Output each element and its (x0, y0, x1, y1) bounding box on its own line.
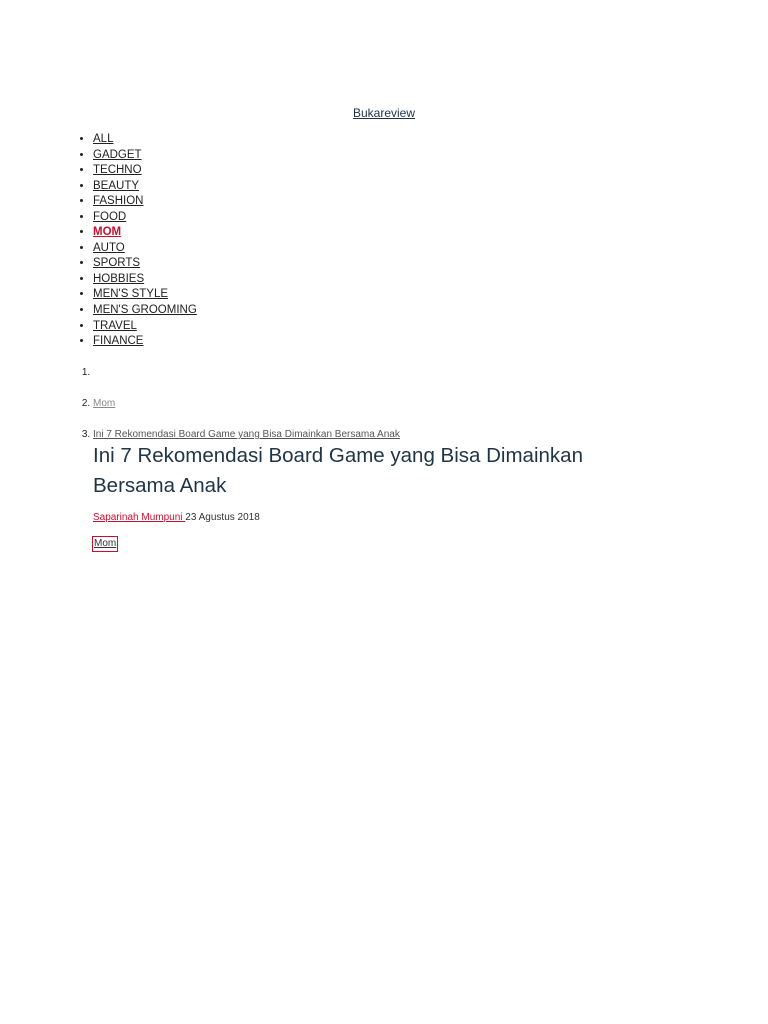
nav-link-sports[interactable]: SPORTS (93, 257, 141, 270)
nav-item-beauty (93, 179, 197, 195)
category-tag-link[interactable]: Mom (94, 538, 117, 549)
nav-link-food[interactable]: FOOD (93, 210, 127, 223)
nav-link-all[interactable]: ALL (93, 133, 114, 145)
nav-link-mens-style[interactable]: MEN'S STYLE (93, 288, 169, 301)
site-header (0, 105, 768, 121)
article-meta (93, 511, 260, 525)
category-tag (92, 536, 118, 552)
nav-item-hobbies (93, 272, 197, 288)
nav-item-mens-grooming (93, 303, 197, 319)
breadcrumb-item-home (93, 366, 400, 397)
nav-item-mom (93, 225, 197, 241)
nav-link-fashion[interactable]: FASHION (93, 195, 144, 208)
nav-item-techno (93, 163, 197, 179)
breadcrumb-item-category (93, 397, 400, 428)
breadcrumb-link-category[interactable]: Mom (93, 398, 116, 409)
nav-item-auto (93, 241, 197, 257)
nav-link-travel[interactable]: TRAVEL (93, 319, 137, 332)
nav-link-auto[interactable]: AUTO (93, 241, 125, 254)
nav-item-food (93, 210, 197, 226)
nav-item-fashion (93, 194, 197, 210)
nav-item-all (93, 132, 197, 148)
nav-link-gadget[interactable]: GADGET (93, 148, 142, 161)
nav-item-travel (93, 319, 197, 335)
article-date: 23 Agustus 2018 (185, 512, 260, 523)
nav-item-mens-style (93, 287, 197, 303)
breadcrumb-link-current[interactable]: Ini 7 Rekomendasi Board Game yang Bisa Dimainkan Bersama Anak (93, 429, 400, 440)
nav-link-finance[interactable]: FINANCE (93, 335, 144, 348)
category-nav (0, 132, 197, 350)
nav-link-beauty[interactable]: BEAUTY (93, 179, 140, 192)
site-title-link[interactable]: Bukareview (352, 106, 416, 120)
nav-link-mom[interactable]: MOM (93, 226, 122, 239)
author-link[interactable]: Saparinah Mumpuni (93, 512, 186, 523)
nav-item-sports (93, 256, 197, 272)
article-title: Ini 7 Rekomendasi Board Game yang Bisa Dimainkan Bersama Anak (93, 444, 583, 497)
nav-link-hobbies[interactable]: HOBBIES (93, 272, 145, 285)
nav-item-finance (93, 334, 197, 350)
nav-link-mens-grooming[interactable]: MEN'S GROOMING (93, 304, 197, 317)
nav-item-gadget (93, 148, 197, 164)
nav-link-techno[interactable]: TECHNO (93, 164, 142, 177)
